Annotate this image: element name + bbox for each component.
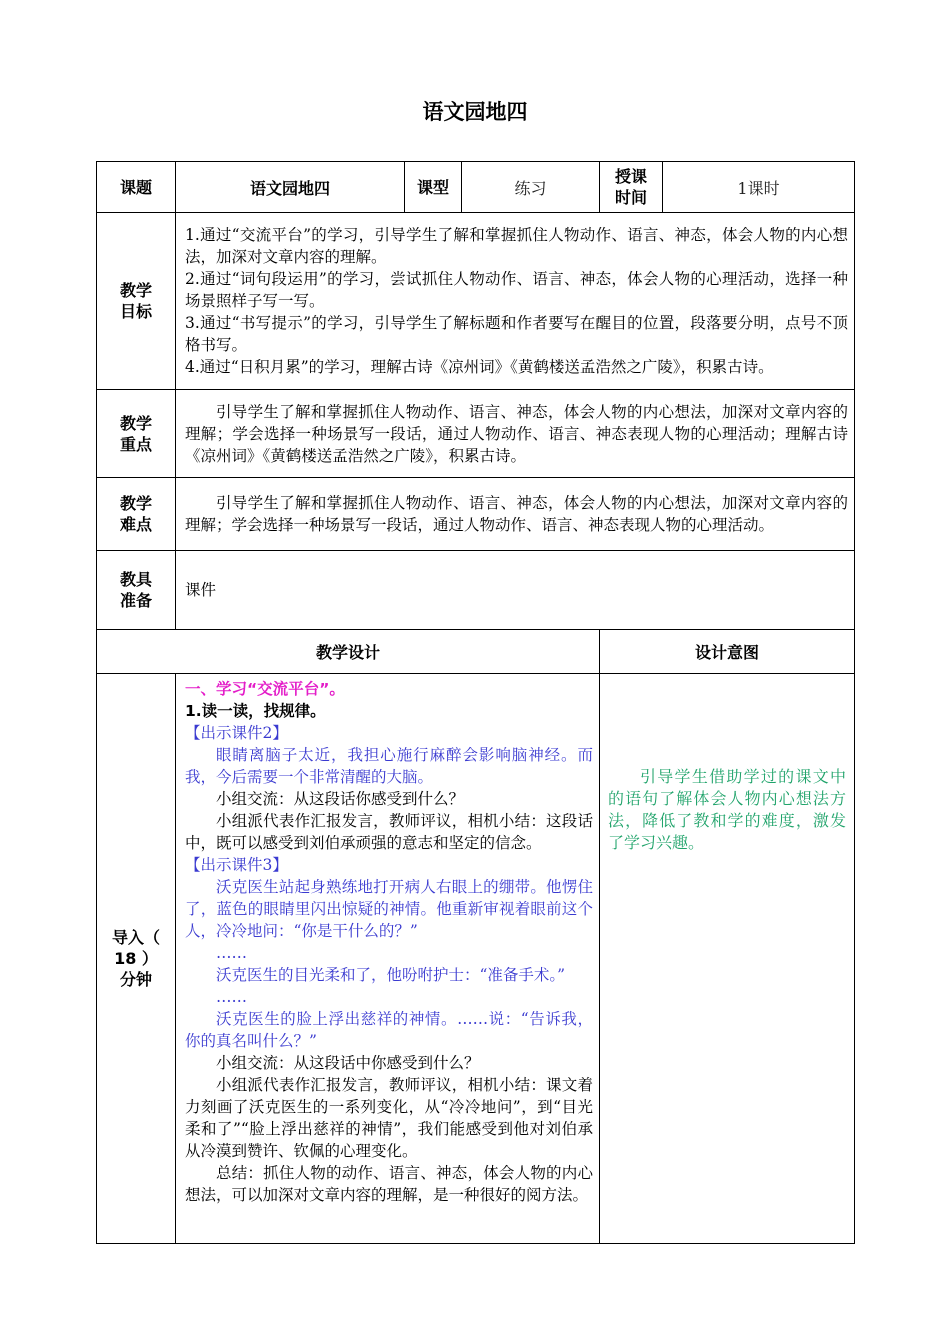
intro-label-text: 导入（ 18 ）分钟 xyxy=(111,928,160,989)
intro-design xyxy=(176,674,600,1244)
type-label: 课型 xyxy=(405,162,462,213)
intro-intent xyxy=(600,674,855,1244)
section-title: 一、学习“交流平台”。 xyxy=(185,680,345,698)
goals-row xyxy=(97,213,855,390)
goal-item: 3.通过“书写提示”的学习，引导学生了解标题和作者要写在醒目的位置，段落要分明，点号不顶格书写。 xyxy=(185,314,848,354)
quote-text: 沃克医生站起身熟练地打开病人右眼上的绷带。他愣住了，蓝色的眼睛里闪出惊疑的神情。他重新审视着眼前这个人，冷冷地问：“你是干什么的？” xyxy=(185,878,593,940)
time-label-text: 授课时间 xyxy=(614,167,647,207)
ellipsis: …… xyxy=(216,944,247,962)
tools-text: 课件 xyxy=(185,581,217,599)
quote-text: 沃克医生的脸上浮出慈祥的神情。……说：“告诉我，你的真名叫什么？” xyxy=(185,1010,593,1050)
goals-content xyxy=(176,213,855,390)
ppt-marker: 【出示课件2】 xyxy=(185,724,288,742)
paragraph: 总结：抓住人物的动作、语言、神态，体会人物的内心想法，可以加深对文章内容的理解，是一种很好的阅方法。 xyxy=(185,1164,593,1204)
ellipsis: …… xyxy=(216,988,247,1006)
difficulties-label-text: 教学难点 xyxy=(119,494,152,534)
intent-text: 引导学生借助学过的课文中的语句了解体会人物内心想法方法，降低了教和学的难度，激发了学习兴趣。 xyxy=(608,767,846,852)
difficulties-label xyxy=(97,478,176,551)
goals-label-text: 教学目标 xyxy=(119,281,152,321)
time-label xyxy=(600,162,663,213)
key-points-label-text: 教学重点 xyxy=(119,413,152,454)
quote-text: 沃克医生的目光柔和了，他吩咐护士：“准备手术。” xyxy=(216,966,566,984)
header-row xyxy=(97,162,855,213)
goal-item: 1.通过“交流平台”的学习，引导学生了解和掌握抓住人物动作、语言、神态，体会人物的内心想法，加深对文章内容的理解。 xyxy=(185,226,848,266)
tools-label-text: 教具准备 xyxy=(119,570,152,610)
design-header-row xyxy=(97,630,855,674)
goal-item: 2.通过“词句段运用”的学习，尝试抓住人物动作、语言、神态，体会人物的心理活动，选择一种场景照样子写一写。 xyxy=(185,270,848,310)
paragraph: 小组交流：从这段话中你感受到什么？ xyxy=(216,1054,480,1072)
tools-row xyxy=(97,551,855,630)
time-value: 1课时 xyxy=(663,162,855,213)
intro-row xyxy=(97,674,855,1244)
intro-label xyxy=(97,674,176,1244)
type-value: 练习 xyxy=(462,162,600,213)
key-points-label xyxy=(97,390,176,478)
difficulties-row xyxy=(97,478,855,551)
topic-label: 课题 xyxy=(97,162,176,213)
paragraph: 小组交流：从这段话你感受到什么？ xyxy=(216,790,465,808)
sub-title: 1.读一读，找规律。 xyxy=(185,702,326,720)
key-points-content xyxy=(176,390,855,478)
topic-value: 语文园地四 xyxy=(176,162,405,213)
lesson-plan-table xyxy=(96,161,855,1244)
difficulties-text: 引导学生了解和掌握抓住人物动作、语言、神态，体会人物的内心想法，加深对文章内容的理解；学会选择一种场景写一段话，通过人物动作、语言、神态表现人物的心理活动。 xyxy=(185,494,848,534)
key-points-row xyxy=(97,390,855,478)
paragraph: 小组派代表作汇报发言，教师评议，相机小结：课文着力刻画了沃克医生的一系列变化，从“冷冷地问”，到“目光柔和了”“脸上浮出慈祥的神情”，我们能感受到他对刘伯承从冷漠到赞许、钦佩的心理变化。 xyxy=(185,1076,593,1160)
difficulties-content xyxy=(176,478,855,551)
paragraph: 小组派代表作汇报发言，教师评议，相机小结：这段话中，既可以感受到刘伯承顽强的意志和坚定的信念。 xyxy=(185,812,593,852)
design-header: 教学设计 xyxy=(97,630,600,674)
intent-header: 设计意图 xyxy=(600,630,855,674)
goal-item: 4.通过“日积月累”的学习，理解古诗《凉州词》《黄鹤楼送孟浩然之广陵》，积累古诗。 xyxy=(185,358,774,376)
quote-text: 眼睛离脑子太近，我担心施行麻醉会影响脑神经。而我，今后需要一个非常清醒的大脑。 xyxy=(185,746,593,786)
key-points-text: 引导学生了解和掌握抓住人物动作、语言、神态，体会人物的内心想法，加深对文章内容的理解；学会选择一种场景写一段话，通过人物动作、语言、神态表现人物的心理活动；理解古诗《凉州词》《黄鹤楼送孟浩然之广陵》，积累古诗。 xyxy=(185,402,848,465)
ppt-marker: 【出示课件3】 xyxy=(185,856,288,874)
page-title: 语文园地四 xyxy=(422,100,528,124)
tools-label xyxy=(97,551,176,630)
goals-label xyxy=(97,213,176,390)
tools-content xyxy=(176,551,855,630)
